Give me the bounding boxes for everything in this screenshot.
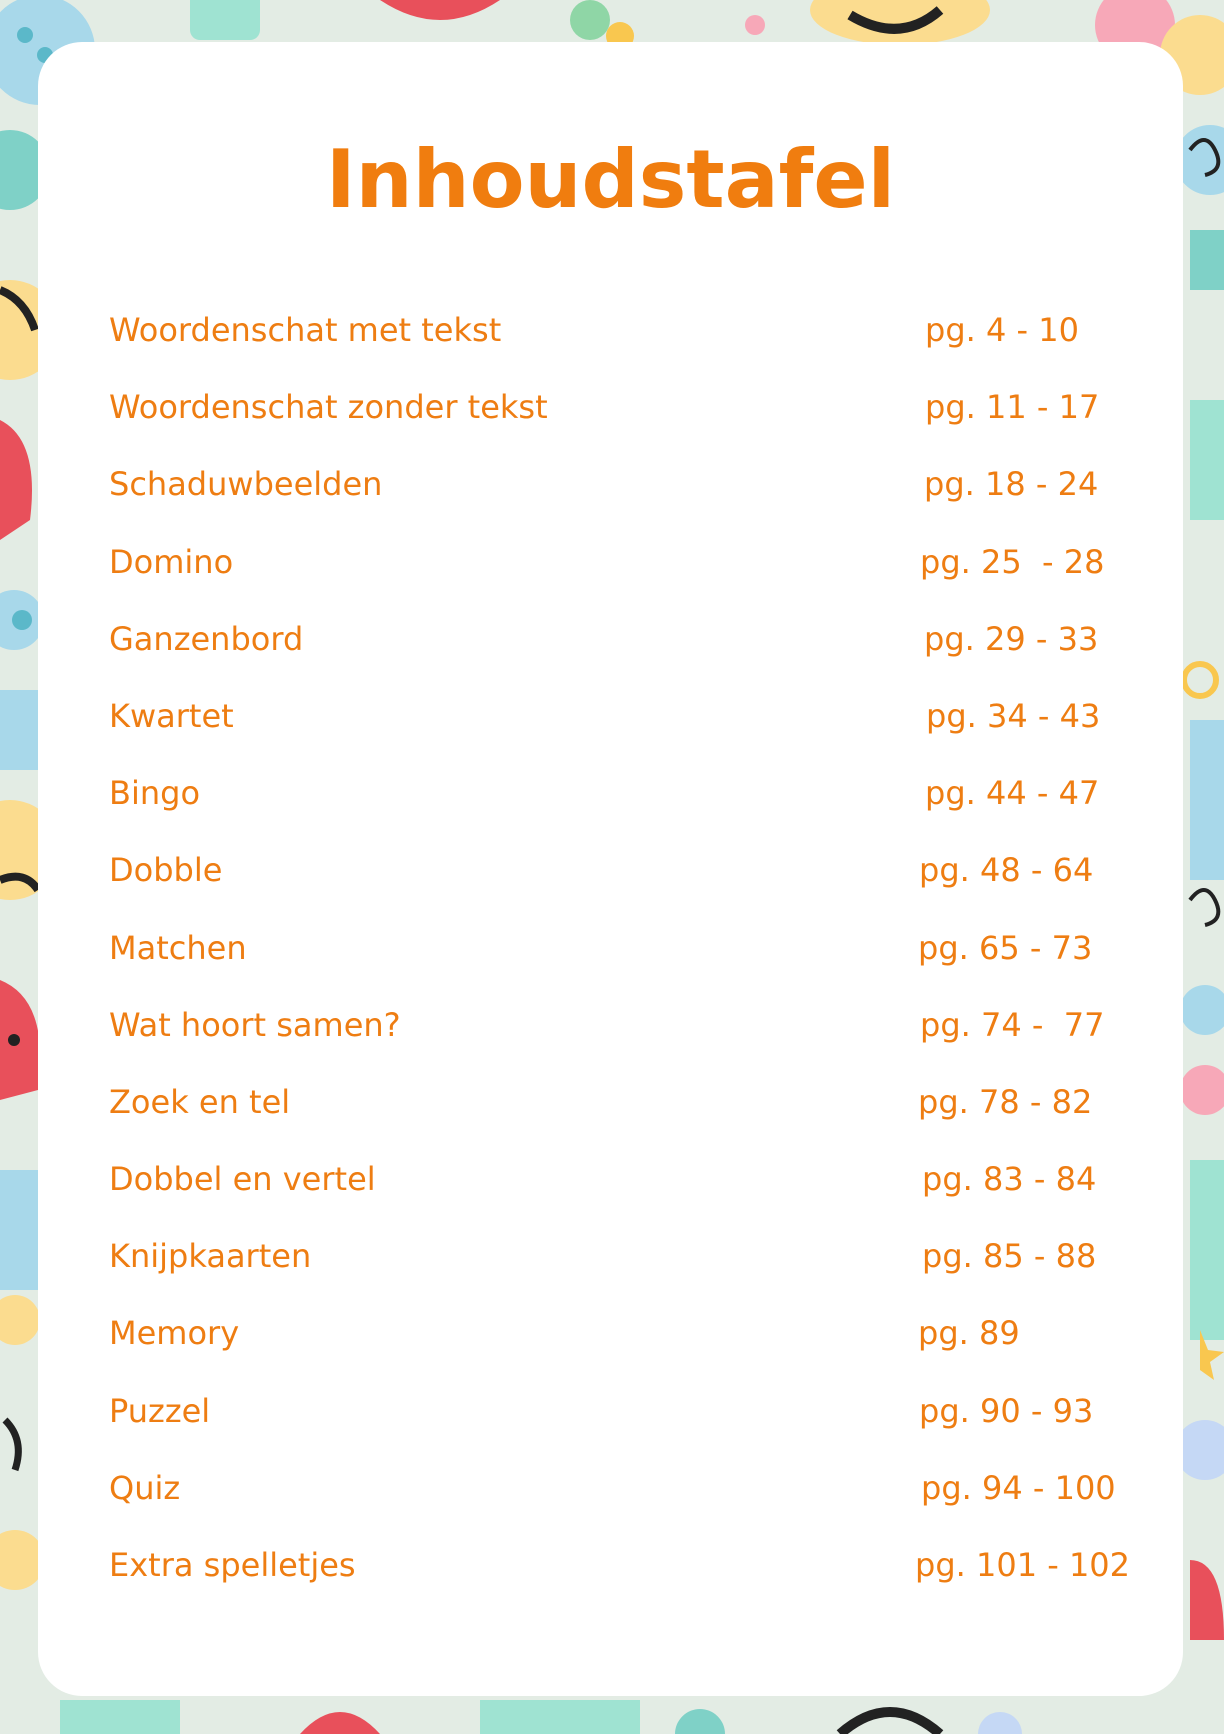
toc-entry-label: Dobble — [109, 851, 223, 890]
toc-entry-pages: pg. 101 - 102 — [915, 1546, 1131, 1584]
toc-entry-pages: pg. 4 - 10 — [925, 311, 1079, 349]
toc-entry — [109, 383, 1139, 460]
toc-entry-pages: pg. 94 - 100 — [921, 1468, 1116, 1507]
toc-entry — [109, 1001, 1139, 1078]
toc-entry — [109, 615, 1139, 692]
toc-entry-label: Kwartet — [109, 696, 234, 735]
toc-entry-pages: pg. 78 - 82 — [918, 1082, 1093, 1121]
toc-entry-pages: pg. 25 - 28 — [920, 542, 1105, 581]
toc-entry-label: Memory — [109, 1314, 240, 1353]
toc-entry-pages: pg. 89 — [918, 1314, 1020, 1353]
toc-entry — [109, 1541, 1139, 1618]
toc-entry — [109, 460, 1139, 537]
toc-entry-label: Ganzenbord — [109, 619, 304, 658]
toc-entry-pages: pg. 85 - 88 — [922, 1237, 1097, 1276]
toc-entry-label: Bingo — [109, 774, 201, 813]
toc-entry-label: Domino — [109, 542, 234, 581]
toc-entry — [109, 924, 1139, 1001]
toc-entry-pages: pg. 74 - 77 — [920, 1005, 1105, 1044]
toc-entry — [109, 1232, 1139, 1309]
toc-entry-label: Knijpkaarten — [109, 1237, 312, 1276]
toc-entry-pages: pg. 34 - 43 — [926, 696, 1101, 735]
toc-entry — [109, 769, 1139, 846]
toc-entry — [109, 846, 1139, 923]
toc-entry-pages: pg. 65 - 73 — [918, 928, 1093, 967]
toc-entry-label: Extra spelletjes — [109, 1546, 356, 1584]
toc-entry — [109, 1078, 1139, 1155]
toc-entry — [109, 1309, 1139, 1386]
toc-entry-label: Quiz — [109, 1468, 181, 1507]
content-card — [38, 42, 1183, 1696]
toc-entry-label: Matchen — [109, 928, 247, 967]
toc-entry-label: Schaduwbeelden — [109, 465, 383, 504]
toc-entry — [109, 538, 1139, 615]
toc-entry-label: Puzzel — [109, 1391, 211, 1430]
toc-entry-pages: pg. 18 - 24 — [924, 465, 1099, 504]
toc-entry-label: Zoek en tel — [109, 1082, 291, 1121]
toc-entry-label: Woordenschat met tekst — [109, 311, 502, 349]
toc-entry-pages: pg. 90 - 93 — [919, 1391, 1094, 1430]
toc-entry-pages: pg. 83 - 84 — [922, 1160, 1097, 1199]
toc-entry — [109, 1155, 1139, 1232]
toc-entry-pages: pg. 29 - 33 — [924, 619, 1099, 658]
toc-entry — [109, 692, 1139, 769]
toc-entry-label: Woordenschat zonder tekst — [109, 388, 548, 427]
toc-entry-pages: pg. 44 - 47 — [925, 774, 1100, 813]
toc-entry — [109, 1387, 1139, 1464]
toc-entry-pages: pg. 48 - 64 — [919, 851, 1094, 890]
toc-entry — [109, 306, 1139, 383]
toc-entry-pages: pg. 11 - 17 — [925, 388, 1100, 427]
page-title: Inhoudstafel — [325, 133, 896, 226]
table-of-contents — [109, 306, 1139, 1618]
toc-entry-label: Dobbel en vertel — [109, 1160, 376, 1199]
toc-entry-label: Wat hoort samen? — [109, 1005, 401, 1044]
toc-entry — [109, 1464, 1139, 1541]
